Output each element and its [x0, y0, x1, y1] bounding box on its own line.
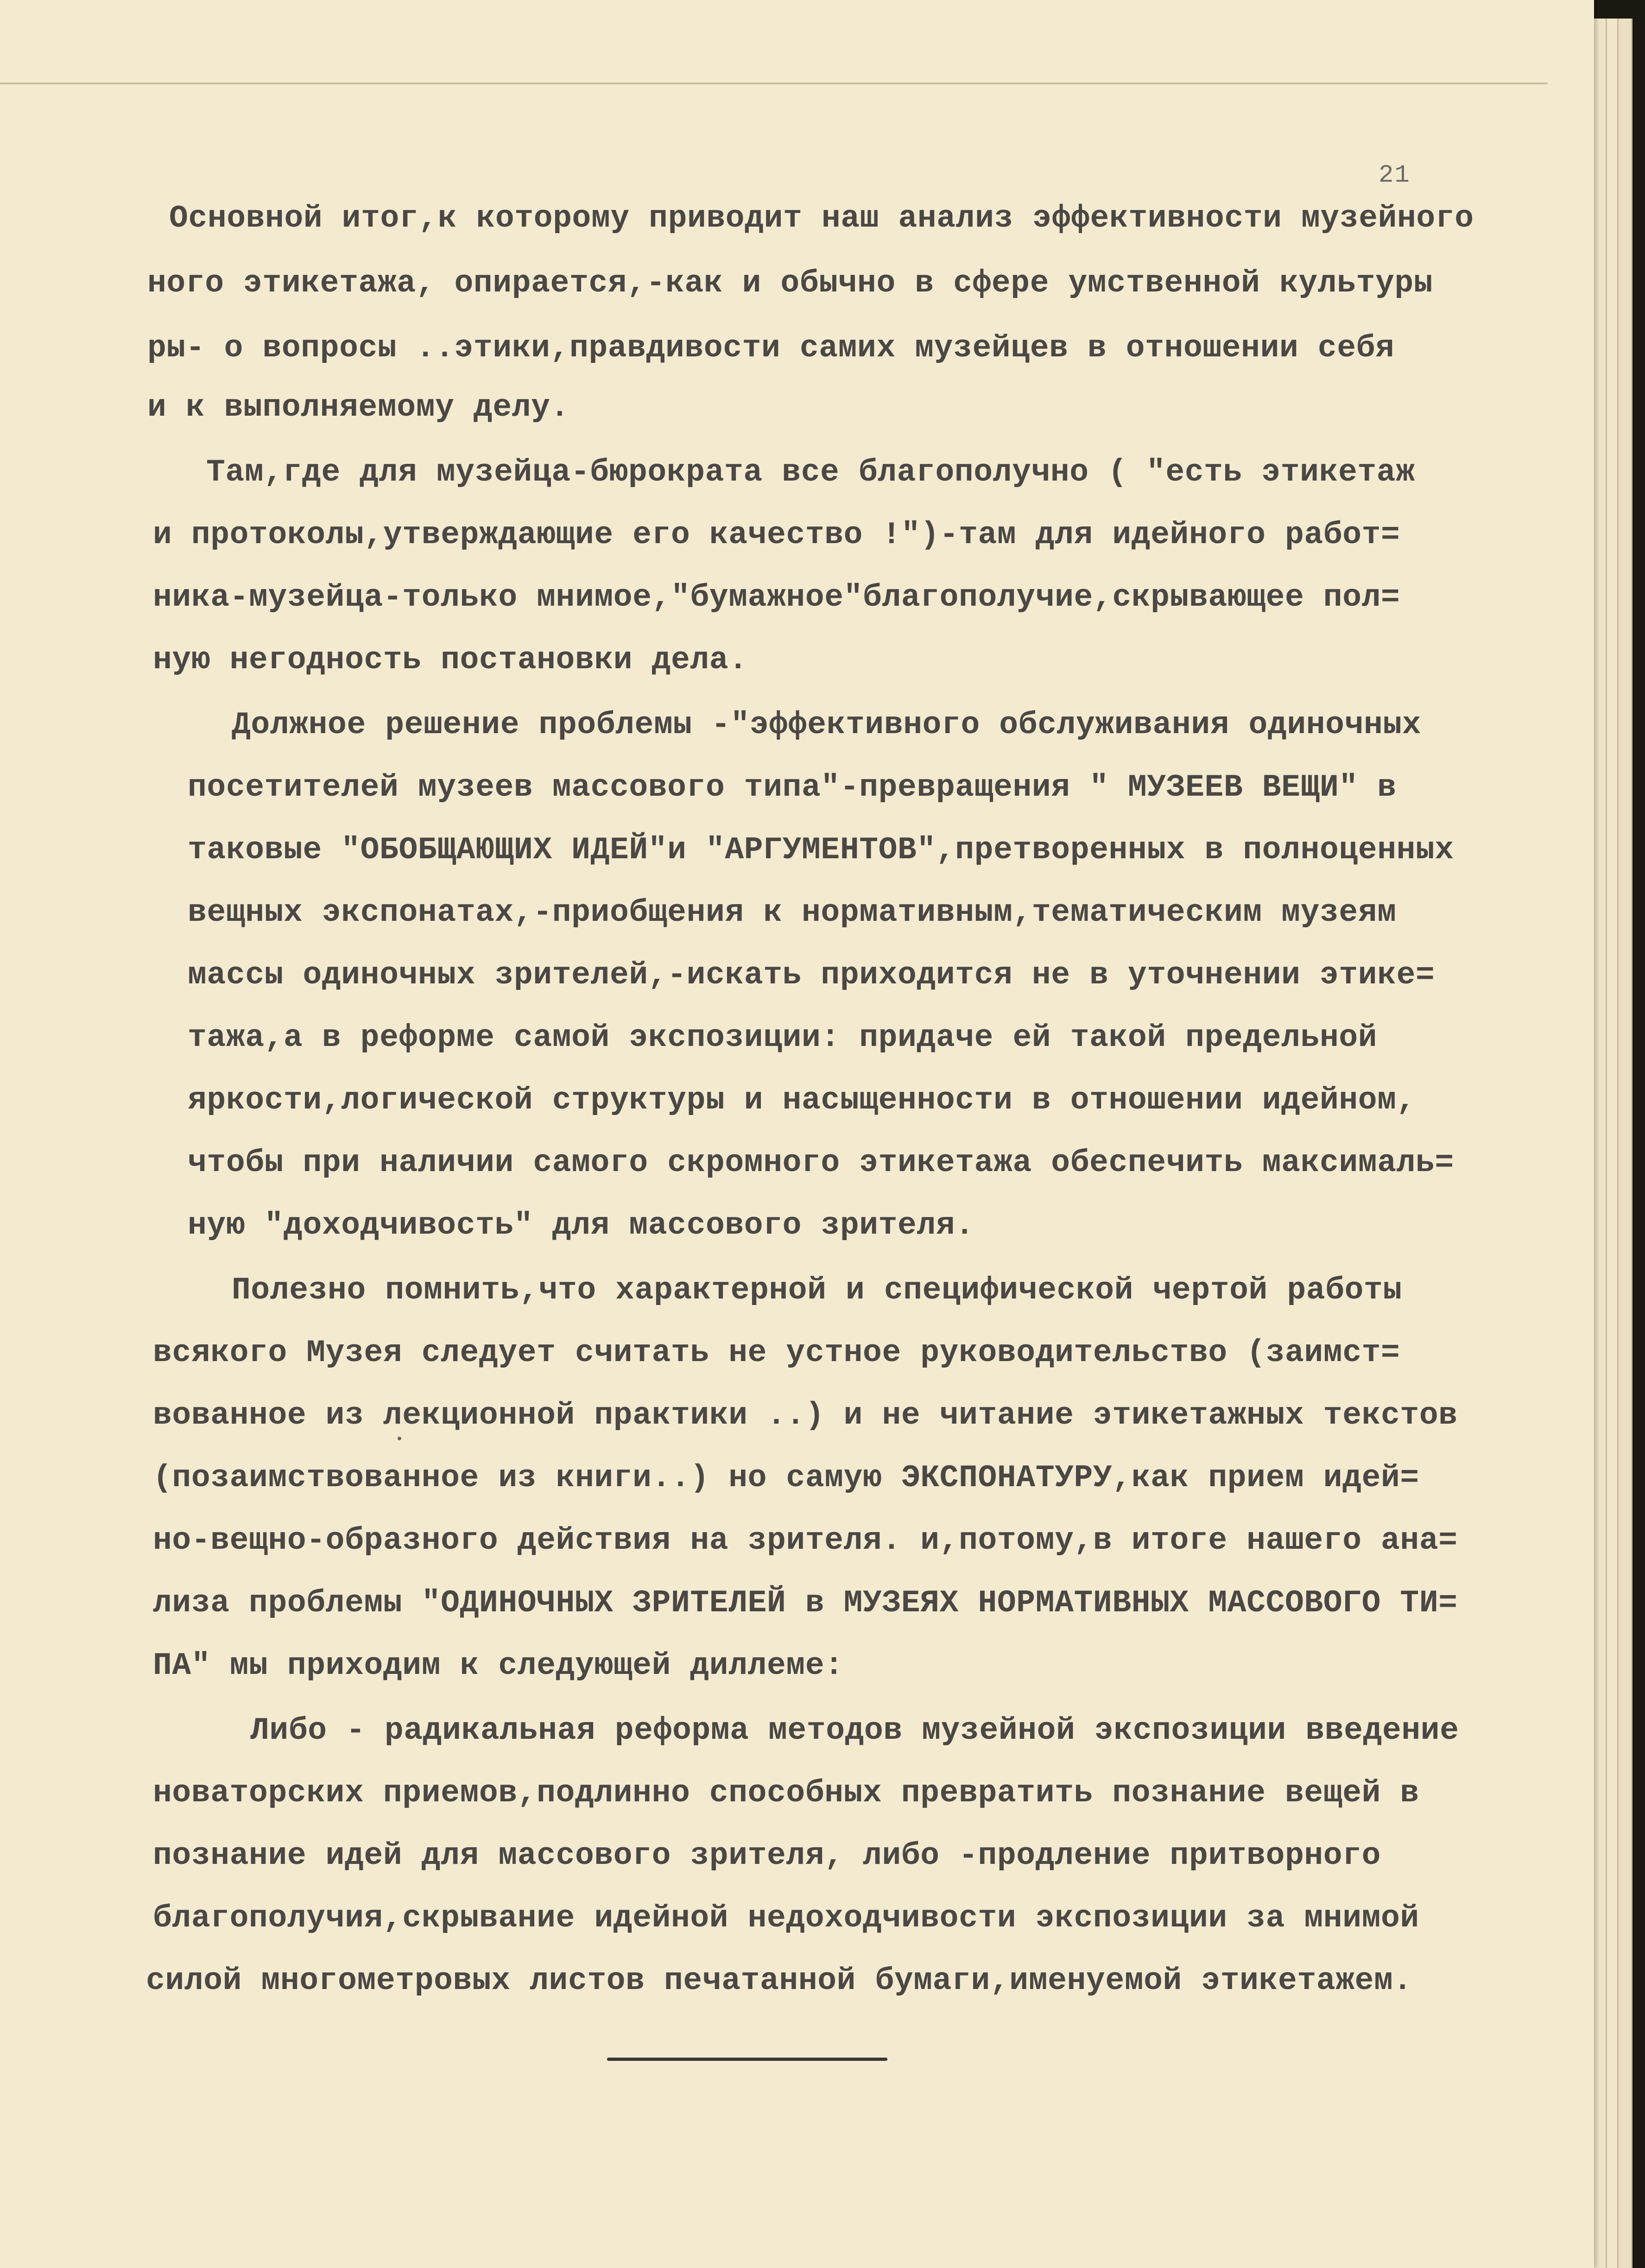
- text-line: и к выполняемому делу.: [147, 390, 569, 425]
- text-line: посетителей музеев массового типа"-превращения " МУЗЕЕВ ВЕЩИ" в: [188, 770, 1397, 805]
- text-line: ника-музейца-только мнимое,"бумажное"благополучие,скрывающее пол=: [153, 580, 1400, 615]
- text-line: Должное решение проблемы -"эффективного обслуживания одиночных: [232, 707, 1422, 743]
- text-line: ПА" мы приходим к следующей диллеме:: [153, 1648, 844, 1684]
- text-line: познание идей для массового зрителя, либо -продление притворного: [153, 1838, 1381, 1874]
- text-line: благополучия,скрывание идейной недоходчивости экспозиции за мнимой: [153, 1901, 1419, 1936]
- text-line: яркости,логической структуры и насыщенности в отношении идейном,: [188, 1083, 1416, 1118]
- text-line: вованное из лекционной практики ..) и не читание этикетажных текстов: [153, 1398, 1458, 1433]
- text-line: вещных экспонатах,-приобщения к нормативным,тематическим музеям: [188, 895, 1397, 931]
- text-line: ную негодность постановки дела.: [153, 642, 748, 678]
- text-line: чтобы при наличии самого скромного этикетажа обеспечить максималь=: [188, 1145, 1454, 1181]
- text-line: всякого Музея следует считать не устное руководительство (заимст=: [153, 1335, 1400, 1371]
- text-line: Либо - радикальная реформа методов музейной экспозиции введение: [250, 1713, 1459, 1749]
- text-line: силой многометровых листов печатанной бумаги,именуемой этикетажем.: [146, 1963, 1412, 1999]
- text-line: (позаимствованное из книги..) но самую ЭКСПОНАТУРУ,как прием идей=: [153, 1460, 1419, 1496]
- text-line: но-вещно-образного действия на зрителя. и,потому,в итоге нашего ана=: [153, 1523, 1458, 1558]
- text-line: Там,где для музейца-бюрократа все благополучно ( "есть этикетаж: [206, 455, 1415, 490]
- text-line: и протоколы,утверждающие его качество !")-там для идейного работ=: [153, 517, 1400, 553]
- text-line: новаторских приемов,подлинно способных превратить познание вещей в: [153, 1775, 1419, 1811]
- text-line: Основной итог,к которому приводит наш анализ эффективности музейного: [169, 201, 1474, 236]
- text-line: ного этикетажа, опирается,-как и обычно в сфере умственной культуры: [147, 266, 1433, 301]
- text-line: лиза проблемы "ОДИНОЧНЫХ ЗРИТЕЛЕЙ в МУЗЕЯХ НОРМАТИВНЫХ МАССОВОГО ТИ=: [153, 1585, 1458, 1621]
- page-number: 21: [1379, 161, 1411, 190]
- text-line: Полезно помнить,что характерной и специфической чертой работы: [232, 1273, 1402, 1308]
- text-line: ры- о вопросы ..этики,правдивости самих музейцев в отношении себя: [147, 330, 1395, 366]
- text-line: тажа,а в реформе самой экспозиции: придаче ей такой предельной: [188, 1020, 1378, 1056]
- text-line: ную "доходчивость" для массового зрителя.: [188, 1208, 974, 1243]
- page-fold-line: [0, 82, 1548, 84]
- text-line: массы одиночных зрителей,-искать приходится не в уточнении этике=: [188, 957, 1435, 993]
- end-of-text-rule: [607, 2058, 887, 2061]
- text-line: таковые "ОБОБЩАЮЩИХ ИДЕЙ"и "АРГУМЕНТОВ",претворенных в полноценных: [188, 832, 1454, 868]
- ink-speck: [398, 1437, 401, 1440]
